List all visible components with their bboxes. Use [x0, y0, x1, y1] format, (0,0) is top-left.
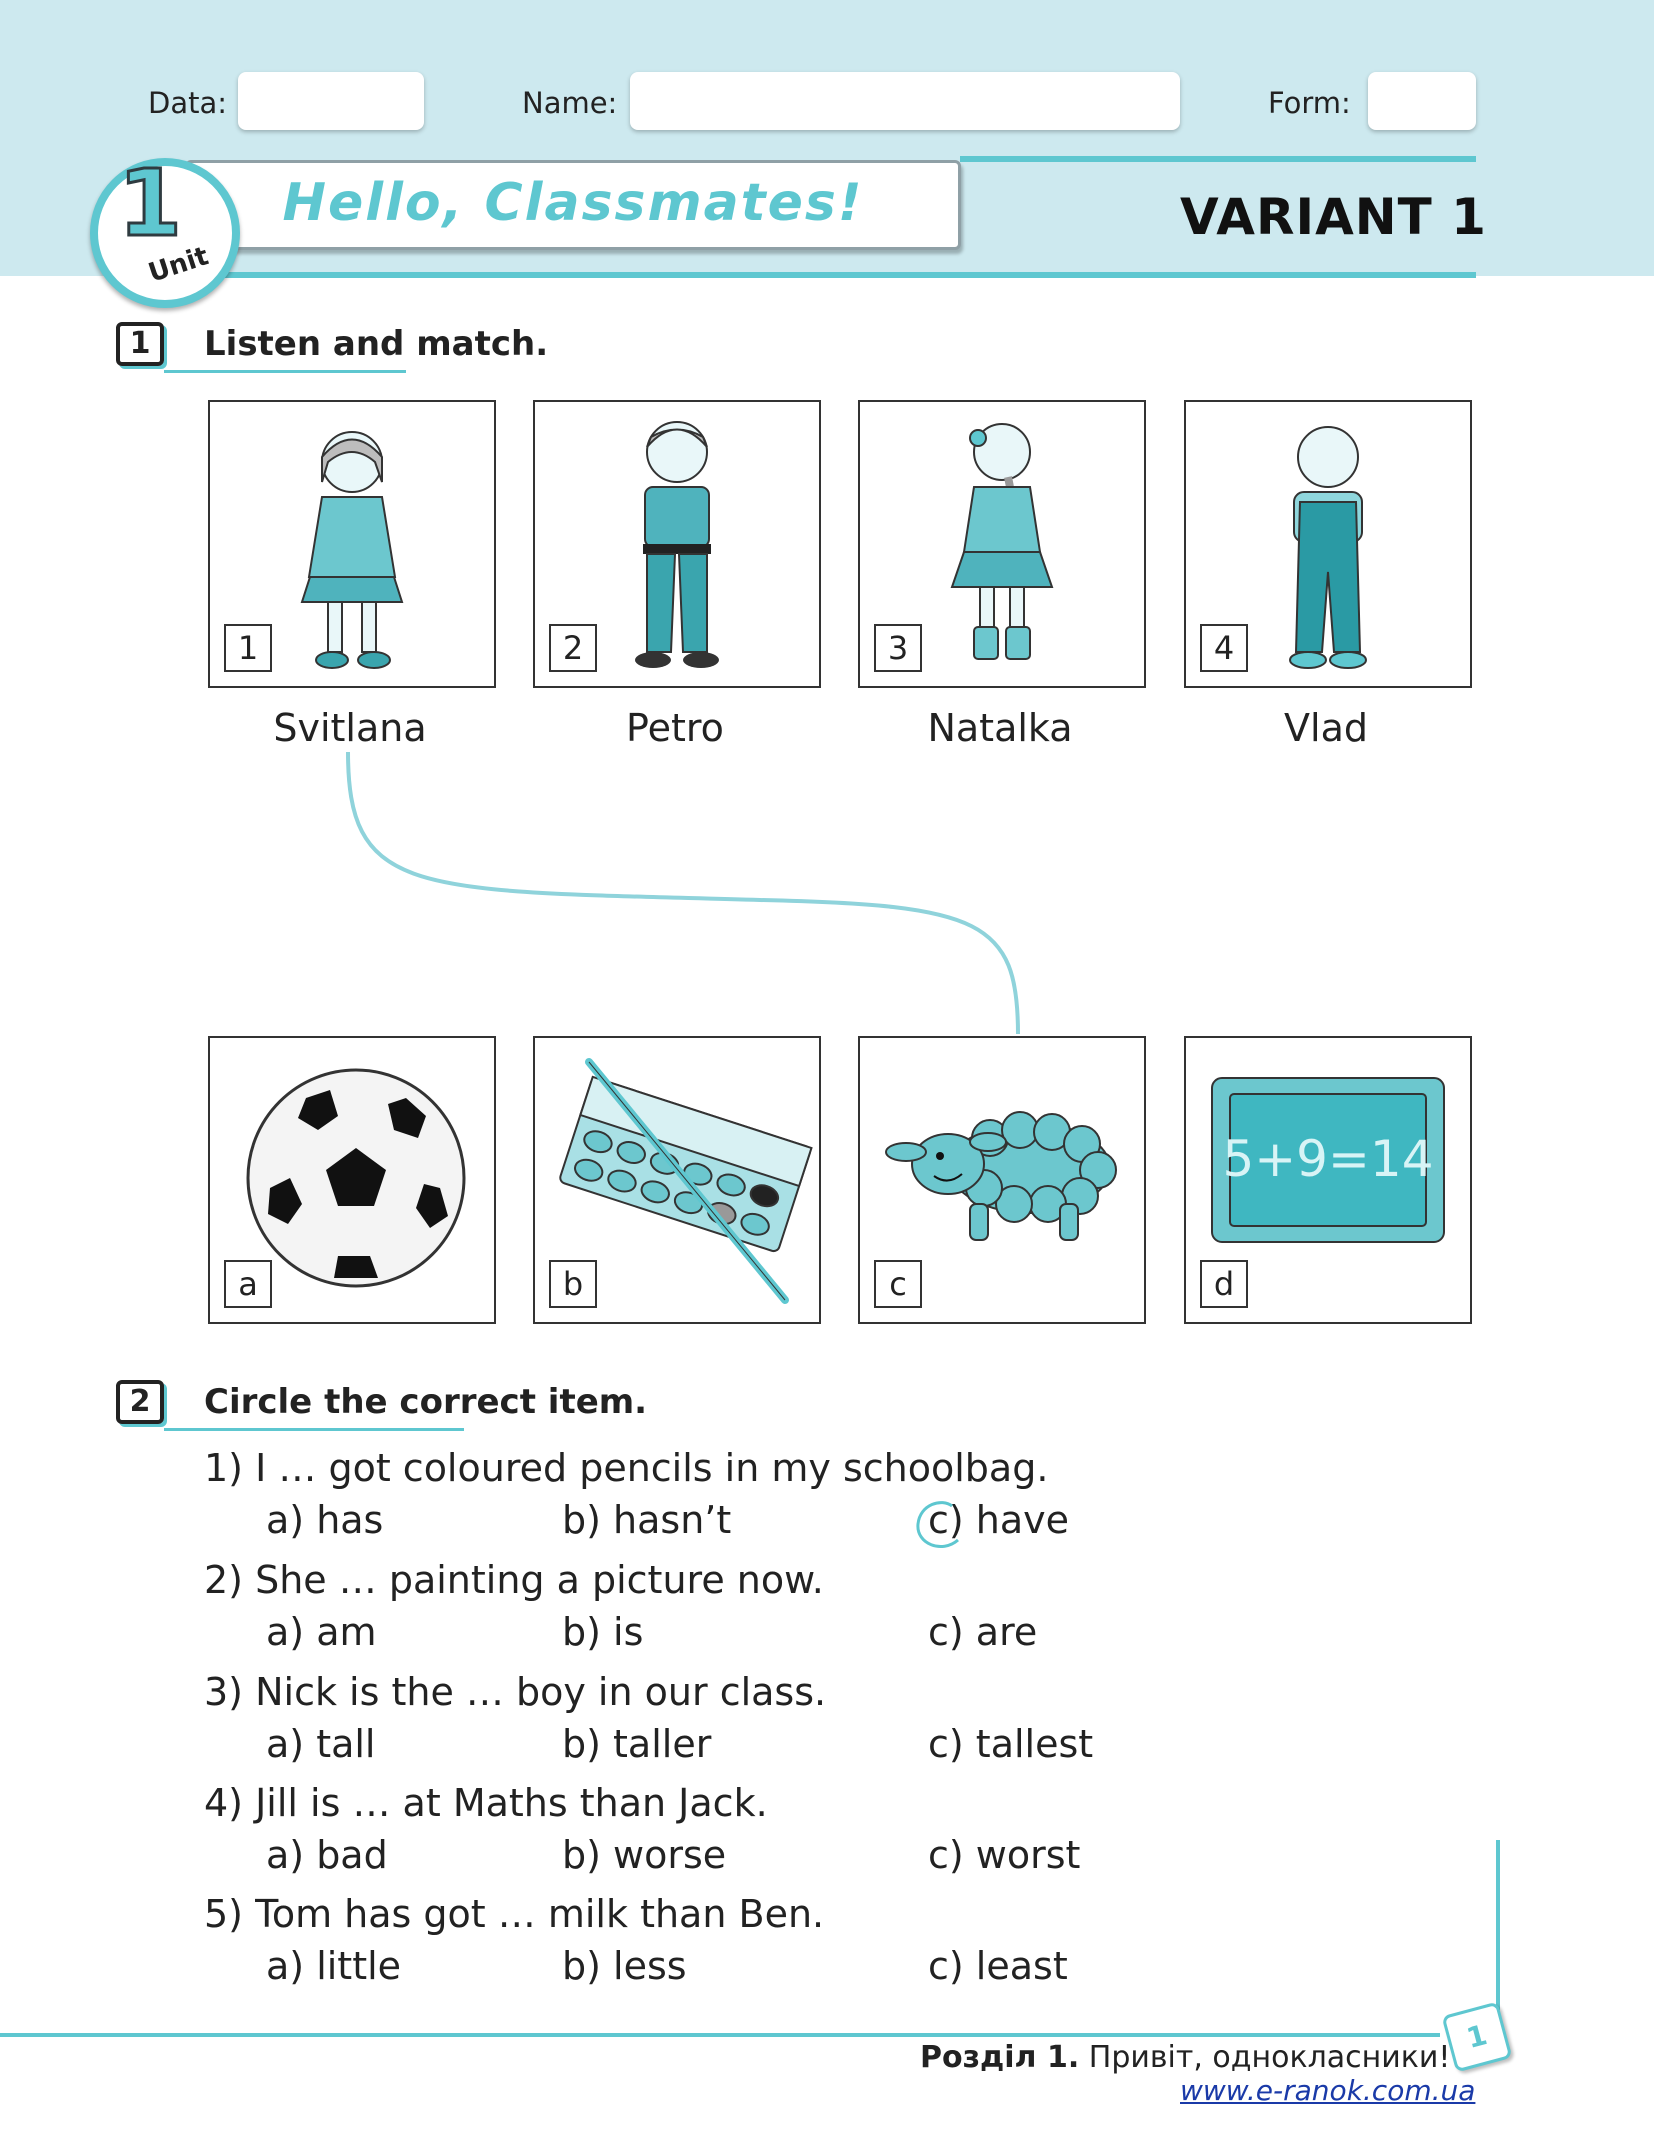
kid-number-tag: 2: [549, 624, 597, 672]
option-5c[interactable]: c) least: [928, 1944, 1068, 1988]
option-2b[interactable]: b) is: [562, 1610, 644, 1654]
option-4b[interactable]: b) worse: [562, 1833, 727, 1877]
task2-number: 2: [116, 1380, 164, 1424]
footer-section: [920, 2040, 1450, 2075]
footer-section-title: Привіт, однокласники!: [1079, 2040, 1451, 2075]
kid-name-2: Petro: [626, 706, 724, 750]
task1-number: 1: [116, 322, 164, 366]
kid-name-4: Vlad: [1284, 706, 1368, 750]
option-2c[interactable]: c) are: [928, 1610, 1038, 1654]
item-card-c[interactable]: [858, 1036, 1146, 1324]
task2-heading: Circle the correct item.: [204, 1382, 648, 1422]
option-4c[interactable]: c) worst: [928, 1833, 1081, 1877]
item-card-d[interactable]: [1184, 1036, 1472, 1324]
form-label: Form:: [1268, 86, 1351, 120]
answer-circle: [912, 1496, 968, 1556]
option-3b[interactable]: b) taller: [562, 1722, 712, 1766]
option-5a[interactable]: a) little: [266, 1944, 402, 1988]
option-3c[interactable]: c) tallest: [928, 1722, 1094, 1766]
kid-number-tag: 4: [1200, 624, 1248, 672]
kid-name-1: Svitlana: [273, 706, 427, 750]
option-3a[interactable]: a) tall: [266, 1722, 376, 1766]
option-5b[interactable]: b) less: [562, 1944, 687, 1988]
item-letter-tag: d: [1200, 1260, 1248, 1308]
task1-heading: Listen and match.: [204, 324, 549, 364]
footer-vertical-rule: [1496, 1840, 1500, 2010]
question-4: 4) Jill is … at Maths than Jack.: [204, 1781, 768, 1825]
data-label: Data:: [148, 86, 228, 120]
option-1a[interactable]: a) has: [266, 1498, 384, 1542]
item-card-b[interactable]: [533, 1036, 821, 1324]
page-number: 1: [1441, 2001, 1512, 2072]
option-1b[interactable]: b) hasn’t: [562, 1498, 732, 1542]
kid-name-3: Natalka: [927, 706, 1073, 750]
question-3: 3) Nick is the … boy in our class.: [204, 1670, 827, 1714]
item-letter-tag: b: [549, 1260, 597, 1308]
footer-section-bold: Розділ 1.: [920, 2040, 1080, 2075]
option-4a[interactable]: a) bad: [266, 1833, 388, 1877]
option-2a[interactable]: a) am: [266, 1610, 377, 1654]
kid-number-tag: 3: [874, 624, 922, 672]
board-equation: 5+9=14: [1222, 1130, 1434, 1188]
item-letter-tag: c: [874, 1260, 922, 1308]
question-5: 5) Tom has got … milk than Ben.: [204, 1892, 825, 1936]
variant-label: VARIANT 1: [1180, 188, 1487, 246]
task2-underline: [164, 1428, 464, 1431]
question-1: 1) I … got coloured pencils in my schoolbag.: [204, 1446, 1049, 1490]
item-letter-tag: a: [224, 1260, 272, 1308]
footer-url-link[interactable]: www.e-ranok.com.ua: [1180, 2074, 1476, 2107]
question-2: 2) She … painting a picture now.: [204, 1558, 824, 1602]
option-1c[interactable]: c) have: [928, 1498, 1070, 1542]
item-card-a[interactable]: [208, 1036, 496, 1324]
kid-number-tag: 1: [224, 624, 272, 672]
unit-number: 1: [118, 150, 183, 257]
footer-rule: [0, 2033, 1440, 2037]
name-label: Name:: [522, 86, 618, 120]
unit-word: Unit: [144, 241, 213, 289]
page-title: Hello, Classmates!: [282, 173, 864, 233]
